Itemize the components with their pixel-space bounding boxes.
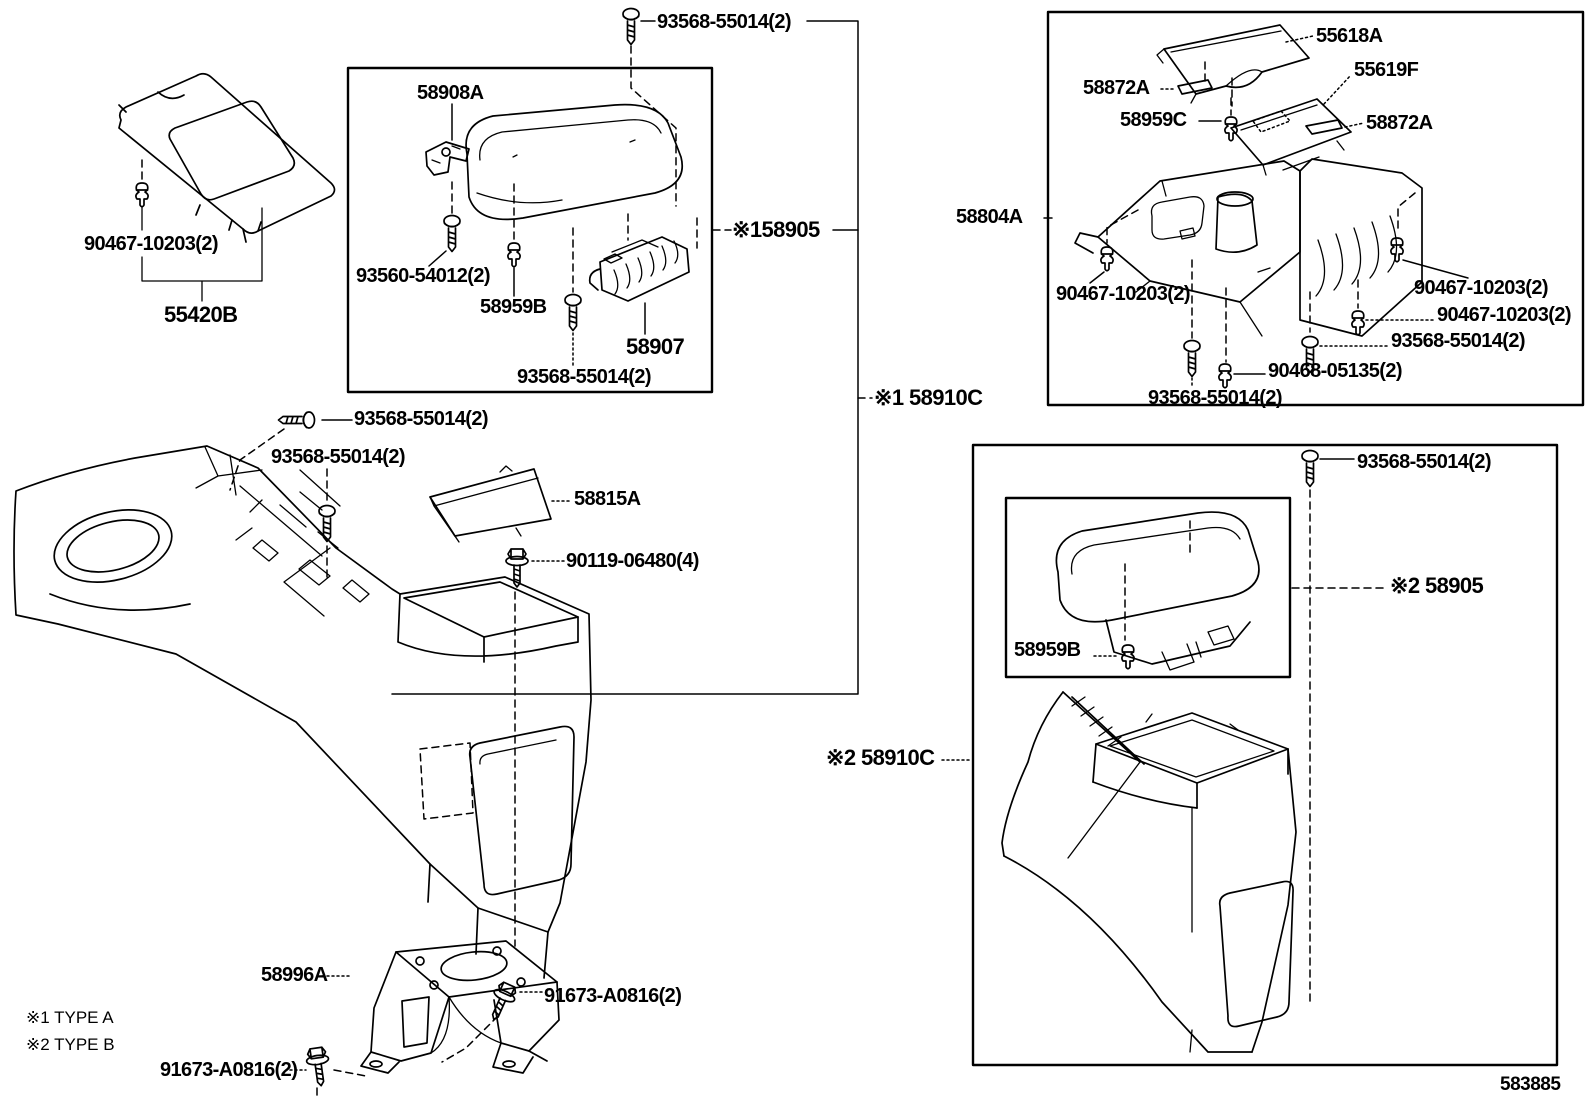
bracket-58996a-drawing	[361, 941, 559, 1073]
part-label-93568-55014-top-b: 93568-55014(2)	[1357, 451, 1491, 473]
part-label-91673-a0816-r: 91673-A0816(2)	[544, 985, 682, 1007]
part-label-93560-54012: 93560-54012(2)	[356, 265, 490, 287]
bolt-drawing	[484, 980, 520, 1024]
part-label-55618a: 55618A	[1316, 25, 1383, 47]
part-label-group-58905-b: ※2 58905	[1390, 573, 1484, 598]
hinge-58908a-drawing	[426, 142, 469, 175]
part-label-90467-10203-panel: 90467-10203(2)	[84, 233, 218, 255]
clip-drawing	[1352, 311, 1364, 335]
part-label-90467-10203-ucl: 90467-10203(2)	[1056, 283, 1190, 305]
part-label-58959b-b: 58959B	[1014, 639, 1081, 661]
part-label-58815a: 58815A	[574, 488, 641, 510]
part-label-58996a: 58996A	[261, 964, 328, 986]
part-label-group-58910c-b: ※2 58910C	[826, 745, 935, 770]
armrest-type-b-drawing	[1056, 512, 1259, 670]
part-label-93568-55014-ucr: 93568-55014(2)	[1391, 330, 1525, 352]
screw-drawing	[279, 412, 315, 428]
part-label-group-58910c-a: ※1 58910C	[874, 385, 983, 410]
leader-lines	[230, 21, 1468, 1098]
screw-drawing	[1302, 451, 1318, 487]
console-type-b-drawing	[1002, 692, 1296, 1052]
lock-58907-drawing	[590, 237, 689, 301]
part-label-93568-55014-frame2: 93568-55014(2)	[271, 446, 405, 468]
part-label-90467-10203-ucr1: 90467-10203(2)	[1414, 277, 1548, 299]
console-type-a-drawing	[14, 446, 591, 978]
part-label-90119-06480: 90119-06480(4)	[566, 550, 699, 572]
part-label-group-58905-a: ※158905	[732, 217, 820, 242]
screw-drawing	[444, 216, 460, 252]
part-label-91673-a0816-l: 91673-A0816(2)	[160, 1059, 298, 1081]
part-label-58959b-a: 58959B	[480, 296, 547, 318]
screw-drawing	[1184, 341, 1200, 377]
bolt-drawing	[506, 549, 528, 587]
upper-console-58804a-drawing	[1075, 159, 1422, 336]
clip-drawing	[1101, 247, 1113, 271]
group-box-type-b	[973, 445, 1557, 1065]
clip-drawing	[1219, 364, 1231, 388]
part-label-93568-55014-frame1: 93568-55014(2)	[354, 408, 488, 430]
bolt-drawing	[305, 1047, 332, 1088]
screw-drawing	[623, 9, 639, 45]
part-label-58804a: 58804A	[956, 206, 1023, 228]
part-label-58872a-r: 58872A	[1366, 112, 1433, 134]
legend-type-b: ※2 TYPE B	[26, 1035, 115, 1054]
armrest-lid-type-a-drawing	[466, 105, 682, 220]
cushion-58872a-right-drawing	[1306, 120, 1342, 134]
part-label-55619f: 55619F	[1354, 59, 1419, 81]
part-label-90467-10203-ucr2: 90467-10203(2)	[1437, 304, 1571, 326]
part-label-90468-05135: 90468-05135(2)	[1268, 360, 1402, 382]
part-label-55420b: 55420B	[164, 302, 238, 327]
mask-lid-58815a-drawing	[430, 466, 551, 542]
screw-drawing	[565, 295, 581, 331]
tray-lid-55619f-drawing	[1231, 99, 1351, 175]
part-label-93568-55014-lock: 93568-55014(2)	[517, 366, 651, 388]
part-label-58872a-l: 58872A	[1083, 77, 1150, 99]
clip-drawing	[508, 243, 520, 267]
part-label-58907: 58907	[626, 334, 685, 359]
panel-55420b-drawing	[119, 74, 335, 301]
part-label-58908a: 58908A	[417, 82, 484, 104]
legend-type-a: ※1 TYPE A	[26, 1008, 114, 1027]
part-label-58959c: 58959C	[1120, 109, 1187, 131]
figure-number: 583885	[1500, 1074, 1561, 1095]
part-label-93568-55014-top-a: 93568-55014(2)	[657, 11, 791, 33]
screw-drawing	[319, 506, 335, 542]
part-label-93568-55014-ucb: 93568-55014(2)	[1148, 387, 1282, 409]
